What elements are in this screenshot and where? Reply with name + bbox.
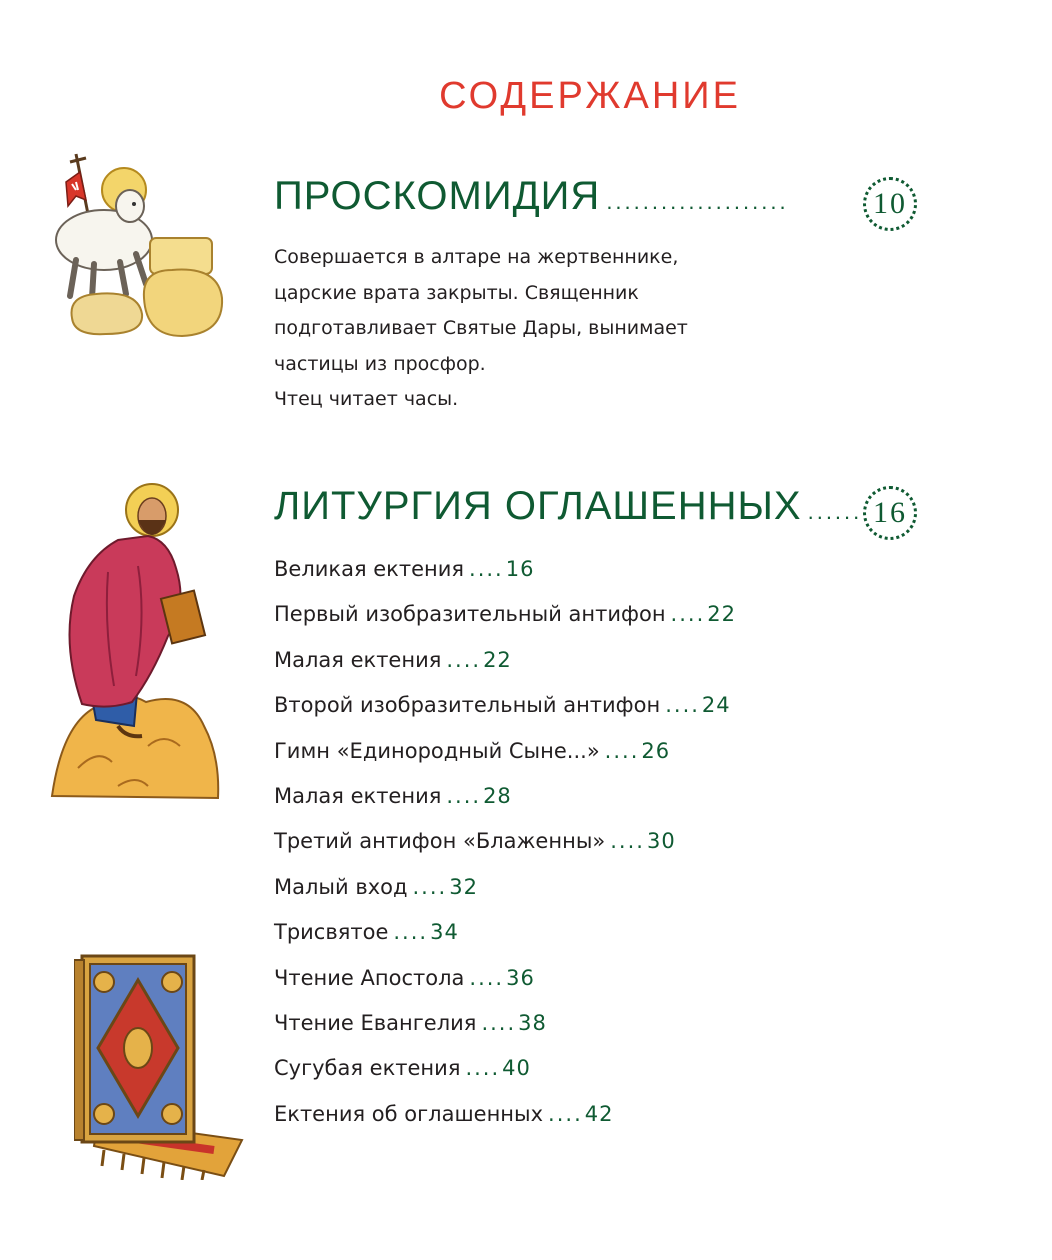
- description-line: частицы из просфор.: [274, 352, 486, 375]
- dot-leader: ....: [548, 1101, 583, 1126]
- toc-item-label: Малый вход: [274, 874, 408, 899]
- dot-leader: ....: [665, 693, 700, 718]
- toc-item-label: Малая ектения: [274, 647, 442, 672]
- toc-item-label: Чтение Апостола: [274, 965, 465, 990]
- toc-item[interactable]: [274, 825, 736, 870]
- toc-item-page: 38: [518, 1010, 547, 1035]
- toc-item-label: Первый изобразительный антифон: [274, 602, 666, 627]
- toc-item-page: 36: [506, 965, 535, 990]
- dot-leader: ....: [604, 738, 640, 763]
- dot-leader: ....: [469, 557, 504, 581]
- toc-item[interactable]: [274, 1007, 736, 1052]
- toc-item[interactable]: [274, 1052, 736, 1097]
- dot-leader: ....: [481, 1010, 517, 1035]
- toc-item-page: 42: [584, 1101, 614, 1126]
- toc-item-page: 32: [449, 874, 478, 899]
- page-title: СОДЕРЖАНИЕ: [439, 75, 741, 118]
- toc-item-page: 24: [701, 693, 731, 718]
- toc-item-page: 34: [430, 920, 459, 945]
- dot-leader: ....: [446, 647, 482, 672]
- toc-item-page: 22: [707, 602, 736, 627]
- lamb-with-prosphora-illustration: [46, 148, 230, 344]
- page-badge-proskomidia[interactable]: 10: [863, 177, 917, 231]
- dot-leader: ....: [446, 783, 482, 808]
- section-title-text: ПРОСКОМИДИЯ: [274, 174, 601, 218]
- toc-item[interactable]: [274, 598, 736, 643]
- toc-item[interactable]: [274, 689, 736, 734]
- description-line: Чтец читает часы.: [274, 388, 459, 411]
- toc-item-page: 30: [646, 829, 676, 854]
- dot-leader: ....: [610, 829, 645, 854]
- section-title-liturgy-catechumens[interactable]: [274, 484, 862, 529]
- toc-item[interactable]: [274, 735, 736, 780]
- apostle-with-book-illustration: [48, 476, 224, 802]
- description-line: царские врата закрыты. Священник: [274, 281, 639, 304]
- toc-item-label: Чтение Евангелия: [274, 1010, 477, 1035]
- dot-leader: ....: [465, 1056, 501, 1081]
- section-title-proskomidia[interactable]: [274, 174, 789, 219]
- section-title-text: ЛИТУРГИЯ ОГЛАШЕННЫХ: [274, 484, 802, 528]
- toc-item-label: Трисвятое: [274, 920, 389, 945]
- toc-list: [274, 553, 736, 1143]
- toc-item[interactable]: [274, 871, 736, 916]
- toc-item[interactable]: [274, 553, 736, 598]
- toc-item-label: Малая ектения: [274, 783, 442, 808]
- toc-item-page: 16: [505, 557, 535, 581]
- page-badge-liturgy-catechumens[interactable]: 16: [863, 486, 917, 540]
- toc-item-label: Третий антифон «Блаженны»: [274, 829, 606, 854]
- gospel-book-illustration: [74, 950, 246, 1180]
- toc-item-page: 40: [502, 1056, 531, 1081]
- section-description: [274, 240, 734, 418]
- toc-item[interactable]: [274, 780, 736, 825]
- description-line: подготавливает Святые Дары, вынимает: [274, 317, 688, 340]
- toc-item-label: Великая ектения: [274, 557, 465, 581]
- toc-item[interactable]: [274, 644, 736, 689]
- toc-item-label: Гимн «Единородный Сыне...»: [274, 738, 600, 763]
- toc-item-page: 26: [641, 738, 671, 763]
- dot-leader: ....: [412, 874, 448, 899]
- dot-leader: ....: [393, 920, 429, 945]
- toc-item-page: 28: [483, 783, 512, 808]
- dot-leader: ....: [670, 602, 706, 627]
- toc-item[interactable]: [274, 916, 736, 961]
- toc-item[interactable]: [274, 1098, 736, 1143]
- toc-item-label: Ектения об оглашенных: [274, 1101, 544, 1126]
- toc-item-page: 22: [483, 647, 512, 672]
- dot-leader: ......: [807, 499, 863, 524]
- description-line: Совершается в алтаре на жертвеннике,: [274, 246, 679, 268]
- toc-item[interactable]: [274, 962, 736, 1007]
- toc-item-label: Сугубая ектения: [274, 1056, 461, 1081]
- toc-item-label: Второй изобразительный антифон: [274, 693, 661, 718]
- dot-leader: ....: [469, 965, 505, 990]
- dot-leader: ....................: [606, 189, 789, 214]
